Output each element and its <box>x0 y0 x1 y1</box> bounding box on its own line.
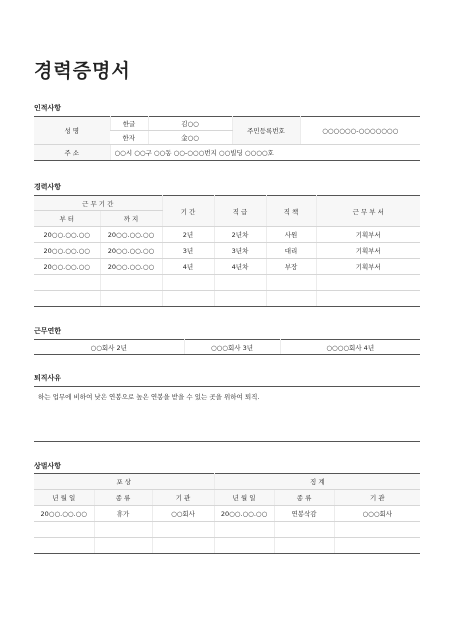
table-row <box>34 227 420 243</box>
reward-type-cell: 휴가 <box>94 506 152 522</box>
position-header: 직 책 <box>266 196 316 227</box>
dept-cell: 기획부서 <box>316 227 420 243</box>
name-label: 성 명 <box>34 117 110 145</box>
from-cell: 20○○.○○.○○ <box>34 243 100 259</box>
resign-box <box>34 386 420 442</box>
duration-cell: 2년 <box>162 227 214 243</box>
years-item: ○○○회사 3년 <box>184 340 280 355</box>
to-cell: 20○○.○○.○○ <box>100 243 162 259</box>
from-cell: 20○○.○○.○○ <box>34 259 100 275</box>
career-section-title: 경력사항 <box>34 183 62 191</box>
to-cell: 20○○.○○.○○ <box>100 259 162 275</box>
to-cell: 20○○.○○.○○ <box>100 227 162 243</box>
years-item: ○○○○회사 4년 <box>280 340 420 355</box>
to-header: 까 지 <box>100 211 162 227</box>
personal-section-title: 인적사항 <box>34 104 62 112</box>
grade-header: 직 급 <box>214 196 266 227</box>
table-row-empty <box>34 291 420 307</box>
reward-header: 포 상 <box>34 474 214 490</box>
dept-header: 근 무 부 서 <box>316 196 420 227</box>
reward-org-header: 기 관 <box>152 490 214 506</box>
grade-cell: 2년차 <box>214 227 266 243</box>
address-value: ○○시 ○○구 ○○동 ○○-○○○번지 ○○빌딩 ○○○○호 <box>110 145 420 161</box>
years-section-title: 근무연한 <box>34 327 62 335</box>
awards-section-title: 상벌사항 <box>34 462 62 470</box>
position-cell: 대리 <box>266 243 316 259</box>
dept-cell: 기획부서 <box>316 259 420 275</box>
penalty-header: 징 계 <box>214 474 420 490</box>
dept-cell: 기획부서 <box>316 243 420 259</box>
penalty-org-header: 기 관 <box>334 490 420 506</box>
penalty-type-cell: 연봉삭감 <box>274 506 334 522</box>
table-row <box>34 259 420 275</box>
reward-date-cell: 20○○.○○.○○ <box>34 506 94 522</box>
rrn-label: 주민등록번호 <box>232 117 300 145</box>
personal-table <box>34 116 420 161</box>
penalty-date-cell: 20○○.○○.○○ <box>214 506 274 522</box>
reward-date-header: 년 월 일 <box>34 490 94 506</box>
awards-table <box>34 473 420 554</box>
period-group-header: 근 무 기 간 <box>34 196 162 211</box>
hangul-value: 김○○ <box>148 117 232 131</box>
duration-header: 기 간 <box>162 196 214 227</box>
table-row-empty <box>34 538 420 554</box>
table-row <box>34 243 420 259</box>
position-cell: 부장 <box>266 259 316 275</box>
years-table <box>34 339 420 355</box>
position-cell: 사원 <box>266 227 316 243</box>
table-row <box>34 506 420 522</box>
career-table <box>34 195 420 307</box>
penalty-org-cell: ○○○회사 <box>334 506 420 522</box>
reward-type-header: 종 류 <box>94 490 152 506</box>
years-item: ○○회사 2년 <box>34 340 184 355</box>
penalty-type-header: 종 류 <box>274 490 334 506</box>
from-cell: 20○○.○○.○○ <box>34 227 100 243</box>
resign-section-title: 퇴직사유 <box>34 374 62 382</box>
hanja-label: 한자 <box>110 131 148 145</box>
penalty-date-header: 년 월 일 <box>214 490 274 506</box>
table-row-empty <box>34 522 420 538</box>
hanja-value: 金○○ <box>148 131 232 145</box>
grade-cell: 4년차 <box>214 259 266 275</box>
document-title: 경력증명서 <box>34 60 131 82</box>
from-header: 부 터 <box>34 211 100 227</box>
rrn-value: ○○○○○○-○○○○○○○ <box>300 117 420 145</box>
reward-org-cell: ○○회사 <box>152 506 214 522</box>
resign-text: 하는 업무에 비하여 낮은 연봉으로 높은 연봉을 받을 수 있는 곳을 위하여 퇴직. <box>38 393 260 401</box>
hangul-label: 한글 <box>110 117 148 131</box>
duration-cell: 4년 <box>162 259 214 275</box>
grade-cell: 3년차 <box>214 243 266 259</box>
address-label: 주 소 <box>34 145 110 161</box>
table-row-empty <box>34 275 420 291</box>
duration-cell: 3년 <box>162 243 214 259</box>
